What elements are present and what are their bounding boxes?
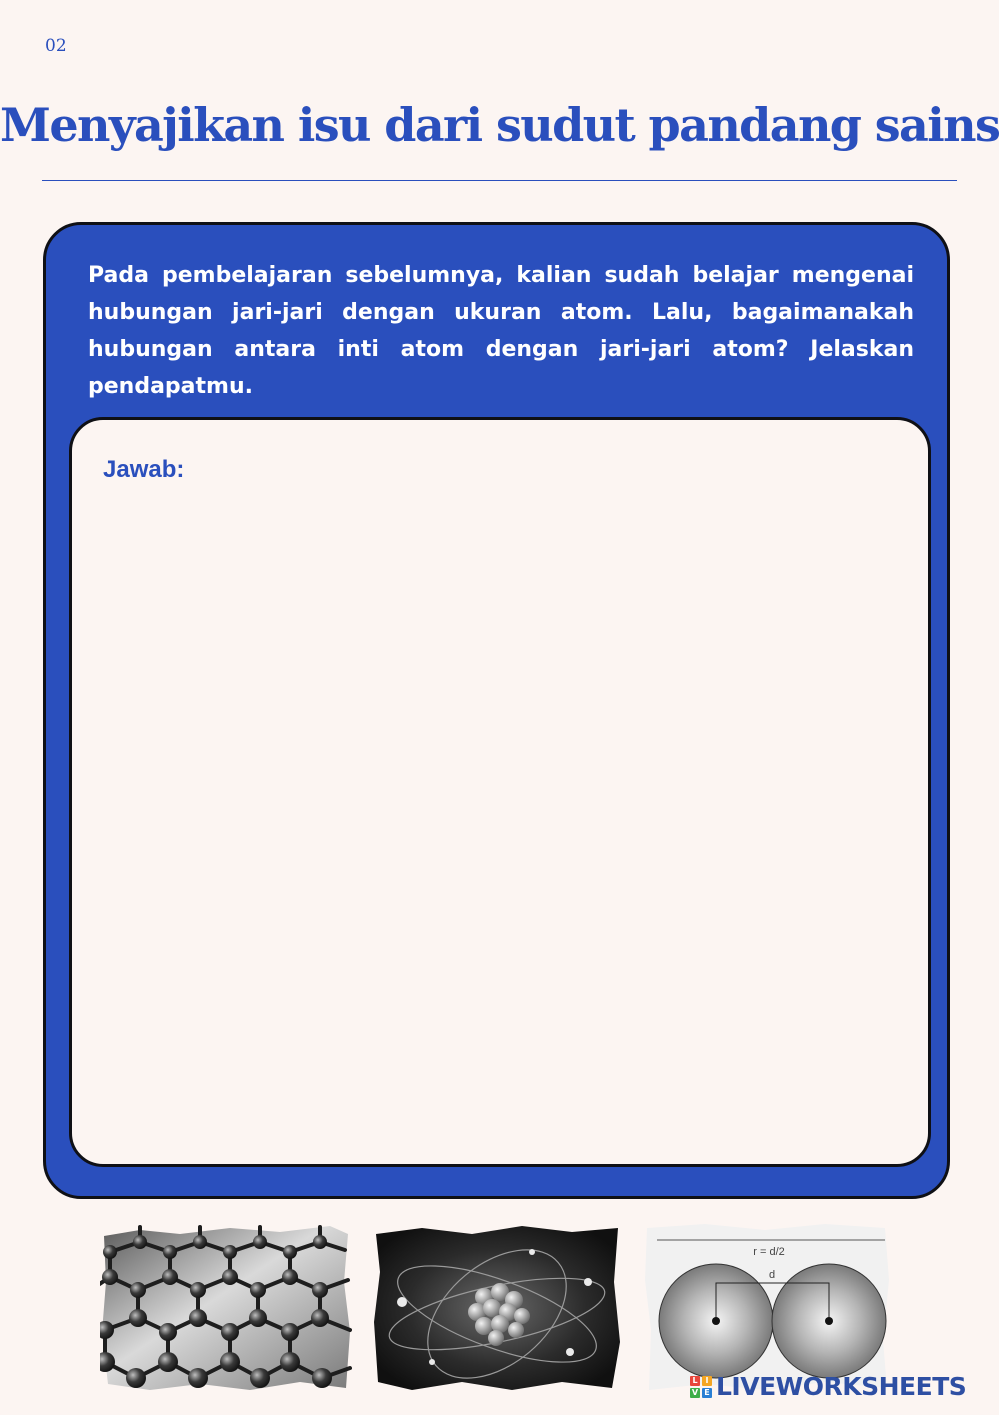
distance-label: d — [768, 1269, 776, 1281]
liveworksheets-mark-icon: L I V E — [690, 1376, 712, 1398]
atomic-radius-diagram — [645, 1220, 891, 1392]
title-divider — [42, 180, 957, 181]
answer-box — [69, 417, 931, 1167]
liveworksheets-logo — [690, 1372, 966, 1401]
atom-photo — [372, 1222, 622, 1394]
lattice-photo — [100, 1222, 352, 1394]
page-title: Menyajikan isu dari sudut pandang sains — [0, 98, 999, 152]
page-number: 02 — [45, 36, 67, 56]
answer-label: Jawab: — [103, 456, 185, 483]
liveworksheets-wordmark: LIVEWORKSHEETS — [716, 1372, 967, 1401]
question-text: Pada pembelajaran sebelumnya, kalian sudah belajar mengenai hubungan jari-jari dengan ukuran atom. Lalu, bagaimanakah hubungan antara inti atom dengan jari-jari atom? Jelaskan pendapatmu. — [88, 263, 914, 399]
radius-formula: r = d/2 — [753, 1246, 785, 1258]
question-card — [43, 222, 950, 1199]
answer-input[interactable] — [100, 500, 900, 1136]
